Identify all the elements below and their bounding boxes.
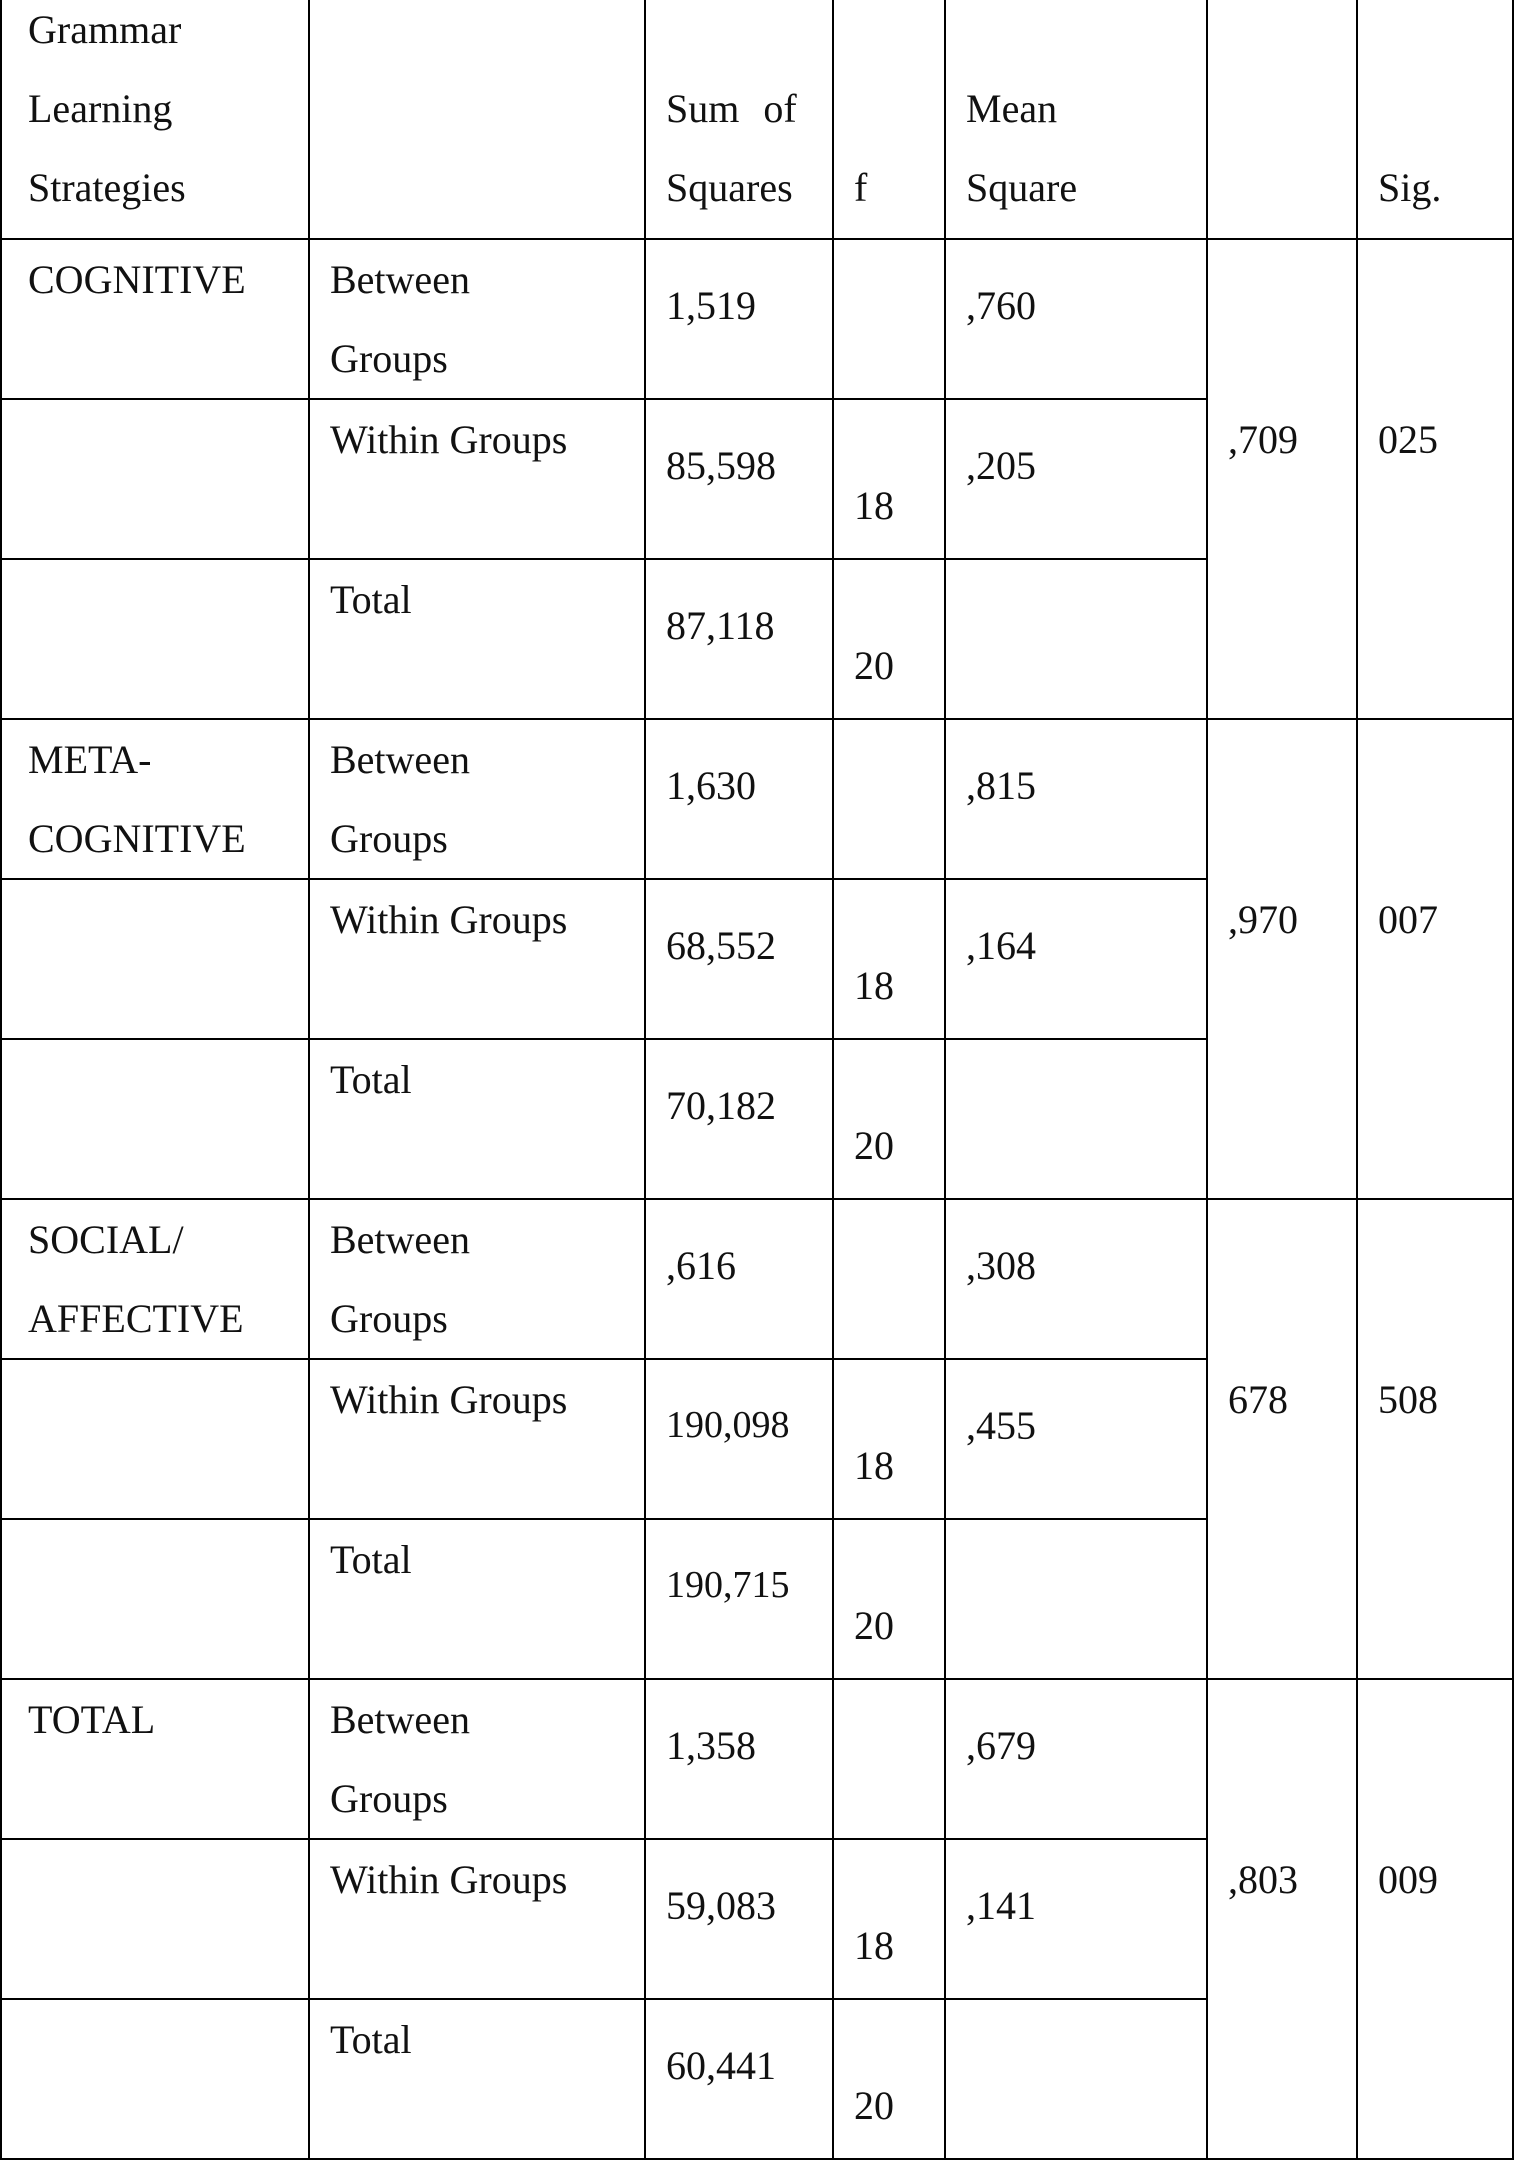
source-label-cell (309, 879, 645, 1039)
sum-of-squares-cell: 190,715 (645, 1519, 833, 1679)
table-row (1, 1199, 1513, 1359)
source-label-cell (309, 559, 645, 719)
df-cell: 20 (833, 1999, 945, 2159)
header-ss-line: Squares (666, 165, 793, 210)
strategy-empty-cell (1, 1999, 309, 2159)
source-label-line: Groups (330, 1296, 448, 1341)
source-label-cell (309, 239, 645, 399)
sum-of-squares-cell: 87,118 (645, 559, 833, 719)
strategy-name-line: META- (28, 737, 152, 782)
sum-of-squares-cell: 190,098 (645, 1359, 833, 1519)
header-sig-label: Sig. (1378, 165, 1442, 210)
strategy-empty-cell (1, 1519, 309, 1679)
sum-of-squares-cell: 68,552 (645, 879, 833, 1039)
sig-cell: 508 (1357, 1199, 1513, 1679)
df-cell: 18 (833, 1359, 945, 1519)
header-ms-line: Square (966, 165, 1078, 210)
source-label-cell (309, 399, 645, 559)
df-cell: 18 (833, 879, 945, 1039)
table-row (1, 1679, 1513, 1839)
source-label-line: Between (330, 1697, 470, 1742)
sum-of-squares-cell: 59,083 (645, 1839, 833, 1999)
strategy-empty-cell (1, 1359, 309, 1519)
df-cell: 18 (833, 1839, 945, 1999)
f-value-cell: ,709 (1207, 239, 1357, 719)
f-value-cell: ,803 (1207, 1679, 1357, 2159)
mean-square-cell: ,308 (945, 1199, 1207, 1359)
strategy-name-line: AFFECTIVE (28, 1296, 244, 1341)
mean-square-cell: ,455 (945, 1359, 1207, 1519)
source-label-cell (309, 1359, 645, 1519)
source-label-cell (309, 1999, 645, 2159)
df-cell: 20 (833, 1039, 945, 1199)
df-cell: 20 (833, 559, 945, 719)
header-mean-square (945, 0, 1207, 239)
df-cell (833, 1199, 945, 1359)
source-label-cell (309, 1679, 645, 1839)
header-source (309, 0, 645, 239)
strategy-name-line: COGNITIVE (28, 257, 246, 302)
source-label-line: Between (330, 1217, 470, 1262)
sig-cell: 009 (1357, 1679, 1513, 2159)
mean-square-cell (945, 559, 1207, 719)
source-label-cell (309, 1199, 645, 1359)
strategy-name-cell (1, 239, 309, 399)
strategy-empty-cell (1, 559, 309, 719)
source-label-cell (309, 1519, 645, 1679)
source-label-line: Between (330, 257, 470, 302)
mean-square-cell: ,815 (945, 719, 1207, 879)
sig-cell: 025 (1357, 239, 1513, 719)
source-label-cell (309, 719, 645, 879)
f-value-cell: 678 (1207, 1199, 1357, 1679)
header-ms-line: Mean (966, 86, 1058, 131)
source-label-line: Between (330, 737, 470, 782)
strategy-empty-cell (1, 879, 309, 1039)
header-strategy-line: Grammar (28, 7, 182, 52)
source-label-line: Total (330, 2017, 412, 2062)
strategy-name-cell (1, 719, 309, 879)
df-cell (833, 1679, 945, 1839)
source-label-cell (309, 1039, 645, 1199)
mean-square-cell (945, 1999, 1207, 2159)
sum-of-squares-cell: 60,441 (645, 1999, 833, 2159)
header-f (833, 0, 945, 239)
mean-square-cell (945, 1039, 1207, 1199)
header-f-value (1207, 0, 1357, 239)
source-label-line: Within Groups (330, 1377, 568, 1422)
header-ss-line: Sum of (666, 86, 797, 131)
header-strategy-line: Learning (28, 86, 173, 131)
sum-of-squares-cell: 70,182 (645, 1039, 833, 1199)
source-label-line: Groups (330, 336, 448, 381)
strategy-name-line: TOTAL (28, 1697, 156, 1742)
sum-of-squares-cell: 1,630 (645, 719, 833, 879)
header-sig (1357, 0, 1513, 239)
sum-of-squares-cell: 1,358 (645, 1679, 833, 1839)
mean-square-cell: ,760 (945, 239, 1207, 399)
sum-of-squares-cell: ,616 (645, 1199, 833, 1359)
strategy-name-line: SOCIAL/ (28, 1217, 184, 1262)
mean-square-cell: ,679 (945, 1679, 1207, 1839)
df-cell: 18 (833, 399, 945, 559)
mean-square-cell (945, 1519, 1207, 1679)
strategy-empty-cell (1, 399, 309, 559)
table-row (1, 719, 1513, 879)
header-sum-of-squares (645, 0, 833, 239)
mean-square-cell: ,205 (945, 399, 1207, 559)
source-label-cell (309, 1839, 645, 1999)
sig-cell: 007 (1357, 719, 1513, 1199)
source-label-line: Within Groups (330, 897, 568, 942)
table-row (1, 239, 1513, 399)
df-cell: 20 (833, 1519, 945, 1679)
source-label-line: Groups (330, 816, 448, 861)
source-label-line: Total (330, 577, 412, 622)
source-label-line: Total (330, 1537, 412, 1582)
header-strategy-line: Strategies (28, 165, 186, 210)
strategy-empty-cell (1, 1039, 309, 1199)
sum-of-squares-cell: 1,519 (645, 239, 833, 399)
header-strategy (1, 0, 309, 239)
mean-square-cell: ,164 (945, 879, 1207, 1039)
source-label-line: Groups (330, 1776, 448, 1821)
mean-square-cell: ,141 (945, 1839, 1207, 1999)
strategy-empty-cell (1, 1839, 309, 1999)
sum-of-squares-cell: 85,598 (645, 399, 833, 559)
header-row (1, 0, 1513, 239)
strategy-name-cell (1, 1199, 309, 1359)
strategy-name-cell (1, 1679, 309, 1839)
df-cell (833, 719, 945, 879)
f-value-cell: ,970 (1207, 719, 1357, 1199)
strategy-name-line: COGNITIVE (28, 816, 246, 861)
source-label-line: Within Groups (330, 417, 568, 462)
source-label-line: Total (330, 1057, 412, 1102)
df-cell (833, 239, 945, 399)
header-f-label: f (854, 165, 868, 210)
source-label-line: Within Groups (330, 1857, 568, 1902)
